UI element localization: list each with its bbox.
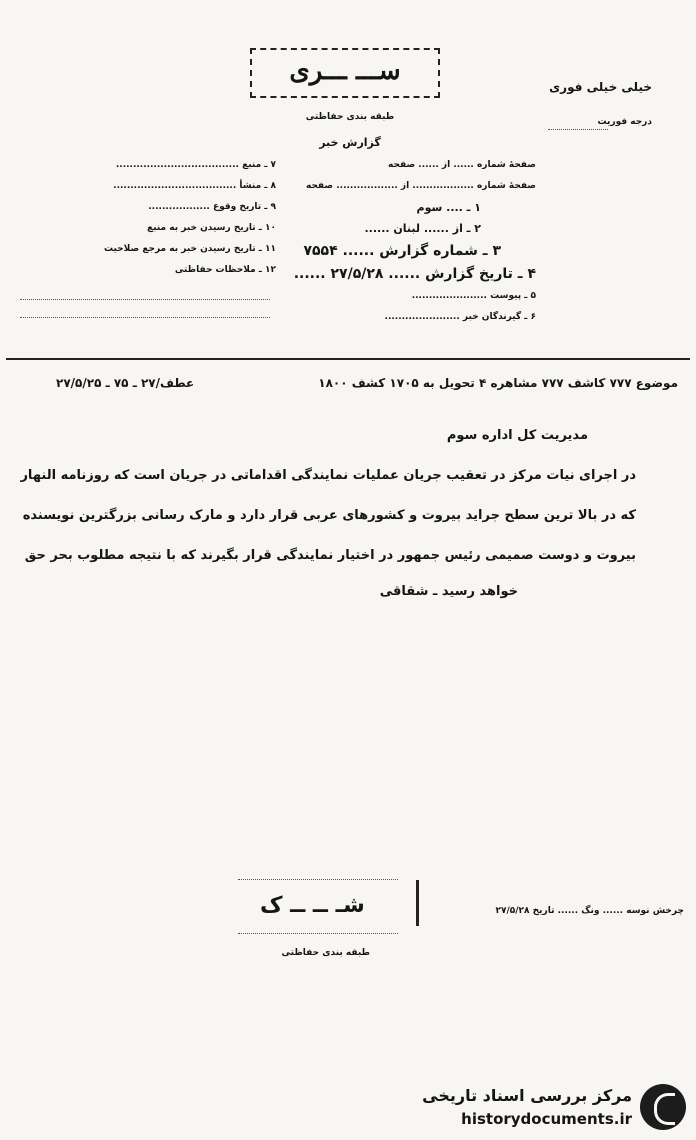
field-11: ۱۱ ـ تاریخ رسیدن خبر به مرجع صلاحیت — [103, 244, 276, 254]
field-6-recipients: ۶ ـ گیرندگان خبر ...................... — [384, 312, 536, 322]
footer-fields: چرخش نوسه ...... ونگ ...... تاریخ ۲۷/۵/۲۸ — [495, 906, 684, 916]
field-7-source: ۷ ـ منبع .................................... — [115, 160, 276, 170]
archive-watermark — [416, 1084, 686, 1132]
field-10: ۱۰ ـ تاریخ رسیدن خبر به منبع — [147, 223, 276, 233]
field-1: ۱ ـ .... سوم — [416, 201, 481, 214]
footer-signature: شـ ــ ــ ک — [260, 893, 365, 918]
subject-line: موضوع ۷۷۷ کاشف ۷۷۷ مشاهره ۴ تحویل به ۱۷۰۵ کشف ۱۸۰۰ — [318, 376, 678, 390]
field-2: ۲ ـ از ...... لبنان ...... — [364, 222, 481, 235]
divider-line — [6, 358, 690, 360]
field-9-event-date: ۹ ـ تاریخ وقوع .................. — [148, 202, 276, 212]
field-8-origin: ۸ ـ منشأ .................................... — [113, 181, 276, 191]
field-4-report-date: ۴ ـ تاریخ گزارش ...... ۲۷/۵/۲۸ ...... — [293, 266, 536, 282]
body-line-4: خواهد رسید ـ شقاقی — [379, 584, 518, 599]
footer-classification-label: طبقه بندی حفاظتی — [281, 948, 370, 958]
field-page-1: صفحهٔ شماره ...... از ...... صفحه — [388, 160, 536, 170]
field-12-security-notes: ۱۲ ـ ملاحظات حفاظتی — [174, 265, 276, 275]
left-extra-dots-1 — [20, 298, 270, 300]
field-page-2: صفحهٔ شماره .................. از .................. صفحه — [305, 181, 536, 191]
archive-logo-icon — [640, 1084, 686, 1130]
field-5-attachment: ۵ ـ پیوست ...................... — [411, 291, 536, 301]
urgency-label: درجه فوریت — [597, 117, 652, 127]
classification-stamp: ســـ ـــری — [289, 56, 401, 86]
classification-label: طبقه بندی حفاظتی — [305, 112, 395, 122]
body-line-3: بیروت و دوست صمیمی رئیس جمهور در اختیار نمایندگی قرار بگیرند که با نتیجه مطلوب بحر حق — [24, 548, 636, 563]
watermark-org-name: مرکز بررسی اسناد تاریخی — [422, 1086, 632, 1105]
footer-signature-dots — [238, 878, 398, 880]
report-title: گزارش خبر — [319, 136, 381, 149]
field-3-report-number: ۳ ـ شماره گزارش ...... ۷۵۵۴ — [303, 243, 501, 259]
footer-vertical-bar — [416, 880, 419, 926]
footer-signature-underline — [238, 932, 398, 934]
subject-reference: عطف/۲۷ ـ ۷۵ ـ ۲۷/۵/۲۵ — [56, 376, 195, 390]
left-extra-dots-2 — [20, 316, 270, 318]
urgency-value: خیلی خیلی فوری — [549, 80, 652, 94]
body-line-2: که در بالا ترین سطح جراید بیروت و کشورهای عربی قرار دارد و مارک رسانی بزرگترین نویسنده — [22, 508, 636, 523]
body-line-1: در اجرای نیات مرکز در تعقیب جریان عملیات نمایندگی اقداماتی در جریان است که روزنامه النهار — [20, 468, 636, 483]
addressee: مدیریت کل اداره سوم — [446, 428, 588, 443]
urgency-dots — [548, 128, 608, 130]
watermark-url: historydocuments.ir — [461, 1110, 632, 1128]
